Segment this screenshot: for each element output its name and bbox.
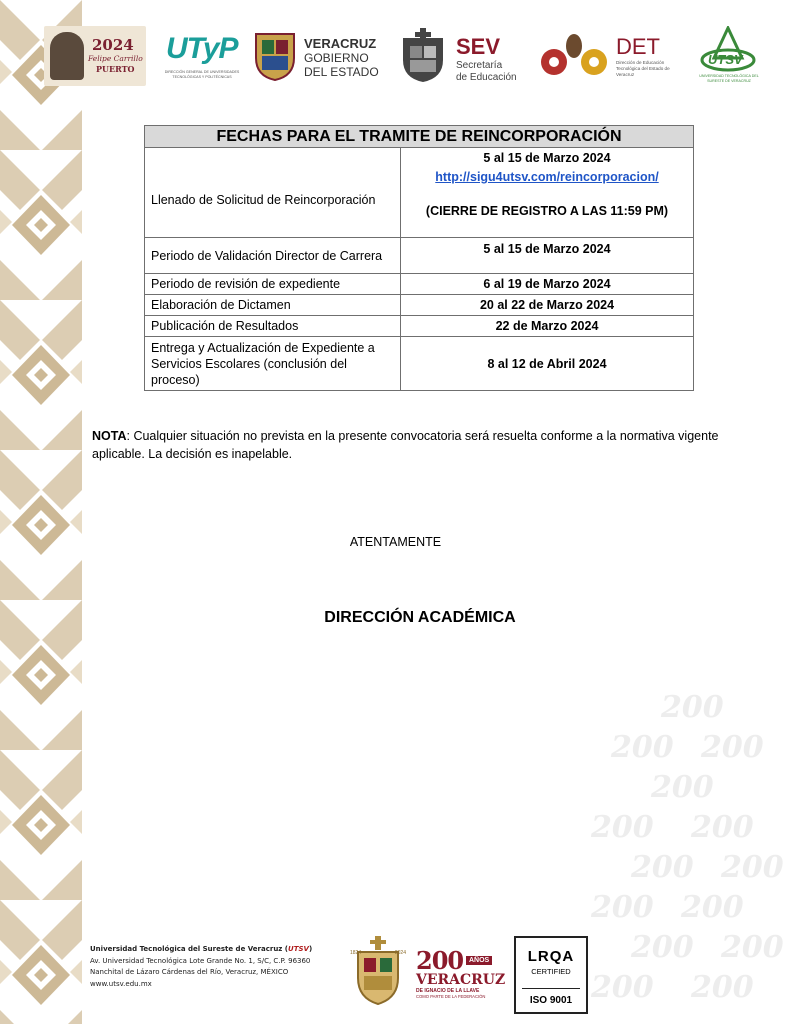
watermark-text: 200: [721, 930, 784, 965]
row-date: 20 al 22 de Marzo 2024: [401, 295, 694, 316]
logo-mark: SEV: [456, 34, 501, 59]
felipe-carrillo-puerto-2024-logo: [44, 26, 146, 86]
footer-paren: ): [308, 945, 313, 953]
logo-caption: UNIVERSIDAD TECNOLÓGICA DEL SURESTE DE VERACRUZ: [699, 74, 759, 83]
footer-acronym: UTSV: [288, 945, 309, 953]
veracruz-seal: [350, 936, 406, 1006]
watermark-text: 200: [721, 850, 784, 885]
veracruz-200-years-logo: [416, 946, 506, 1002]
row-label: Entrega y Actualización de Expediente a Servicios Escolares (conclusión del proceso): [145, 337, 401, 391]
row-date-cell: [401, 148, 694, 238]
watermark-text: 200: [631, 930, 694, 965]
det-logo: [538, 26, 678, 86]
table-title: FECHAS PARA EL TRAMITE DE REINCORPORACIÓN: [145, 126, 694, 148]
watermark-text: 200: [651, 770, 714, 805]
cert-standard: ISO 9001: [522, 988, 580, 1006]
logo-line: Secretaría: [456, 60, 503, 71]
seal-year-left: 1824: [350, 950, 362, 956]
row-date: 8 al 12 de Abril 2024: [401, 337, 694, 391]
logo-mark: UTyP: [166, 32, 238, 65]
footer-street: Av. Universidad Tecnológica Lote Grande No. 1, S/C, C.P. 96360: [90, 956, 311, 965]
registration-link[interactable]: http://sigu4utsv.com/reincorporacion/: [435, 170, 659, 184]
closing-text: ATENTAMENTE: [349, 535, 442, 549]
left-ornamental-border: [0, 0, 82, 1024]
table-row: [145, 238, 694, 274]
logo-line: DEL ESTADO: [304, 65, 379, 79]
logo-mark: DET: [616, 34, 660, 59]
veracruz-shield-icon: [252, 28, 298, 82]
footer-website: www.utsv.edu.mx: [90, 979, 152, 988]
logo-year: 2024: [92, 36, 134, 54]
watermark-text: 200: [591, 970, 654, 1005]
watermark-text: 200: [691, 810, 754, 845]
row-date: 6 al 19 de Marzo 2024: [401, 274, 694, 295]
watermark-text: 200: [591, 890, 654, 925]
watermark-text: 200: [681, 890, 744, 925]
logo-mark: UTSV: [708, 52, 743, 67]
cert-label: CERTIFIED: [531, 967, 571, 976]
portrait-icon: [50, 32, 84, 80]
logo-caption: DIRECCIÓN GENERAL DE UNIVERSIDADES TECNOLÓGICAS Y POLITÉCNICAS: [164, 70, 240, 79]
watermark-text: 200: [591, 810, 654, 845]
watermark-text: 200: [611, 730, 674, 765]
logo-line: GOBIERNO: [304, 51, 369, 65]
header-logos: [44, 26, 764, 92]
lrqa-certification-badge: [514, 936, 588, 1014]
anniversary-watermark: [591, 690, 791, 1024]
footer-institution: Universidad Tecnológica del Sureste de Veracruz (: [90, 945, 289, 953]
utyp-logo: [162, 26, 242, 86]
anniv-word: AÑOS: [466, 956, 492, 965]
logo-line: de Educación: [456, 72, 517, 83]
anniv-number: 200: [416, 946, 464, 975]
veracruz-gobierno-logo: [252, 26, 412, 86]
cert-brand: LRQA: [527, 948, 575, 965]
logo-line: PUERTO: [96, 64, 135, 74]
table-row: [145, 148, 694, 238]
table-row: [145, 295, 694, 316]
row-label: Elaboración de Dictamen: [145, 295, 401, 316]
watermark-text: 200: [701, 730, 764, 765]
row-label: Publicación de Resultados: [145, 316, 401, 337]
det-gears-icon: [538, 32, 610, 82]
row-date: 5 al 15 de Marzo 2024: [483, 151, 611, 165]
logo-line: Felipe Carrillo: [88, 54, 143, 63]
row-note: (CIERRE DE REGISTRO A LAS 11:59 PM): [425, 204, 669, 218]
anniv-sub: COMO PARTE DE LA FEDERACIÓN: [416, 994, 486, 999]
veracruz-seal-icon: [350, 936, 406, 1006]
dates-table: [144, 125, 694, 391]
utsv-logo: [694, 26, 764, 86]
note-text: : Cualquier situación no prevista en la presente convocatoria será resuelta conforme a la normativa vigente aplicable. La decisión es inapelable.: [92, 429, 719, 461]
table-row: [145, 316, 694, 337]
logo-caption: Dirección de Educación Tecnológica del Estado de Veracruz: [616, 60, 670, 77]
watermark-text: 200: [661, 690, 724, 725]
watermark-text: 200: [691, 970, 754, 1005]
row-label: Llenado de Solicitud de Reincorporación: [145, 148, 401, 238]
sev-shield-icon: [398, 28, 448, 84]
row-date: 5 al 15 de Marzo 2024: [401, 238, 694, 274]
row-label: Periodo de Validación Director de Carrera: [145, 238, 401, 274]
note-paragraph: [92, 427, 742, 463]
signature-title: DIRECCIÓN ACADÉMICA: [324, 609, 516, 626]
sev-logo: [398, 26, 528, 86]
anniv-sub: DE IGNACIO DE LA LLAVE: [416, 988, 480, 994]
table-row: [145, 274, 694, 295]
anniv-state: VERACRUZ: [416, 972, 506, 988]
logo-line: VERACRUZ: [304, 36, 377, 51]
seal-year-right: 2024: [394, 950, 406, 956]
note-label: NOTA: [92, 429, 127, 443]
footer-address: [90, 944, 312, 990]
watermark-text: 200: [631, 850, 694, 885]
row-label: Periodo de revisión de expediente: [145, 274, 401, 295]
row-date: 22 de Marzo 2024: [401, 316, 694, 337]
table-row: [145, 337, 694, 391]
footer-city: Nanchital de Lázaro Cárdenas del Río, Veracruz, MÉXICO: [90, 968, 289, 976]
